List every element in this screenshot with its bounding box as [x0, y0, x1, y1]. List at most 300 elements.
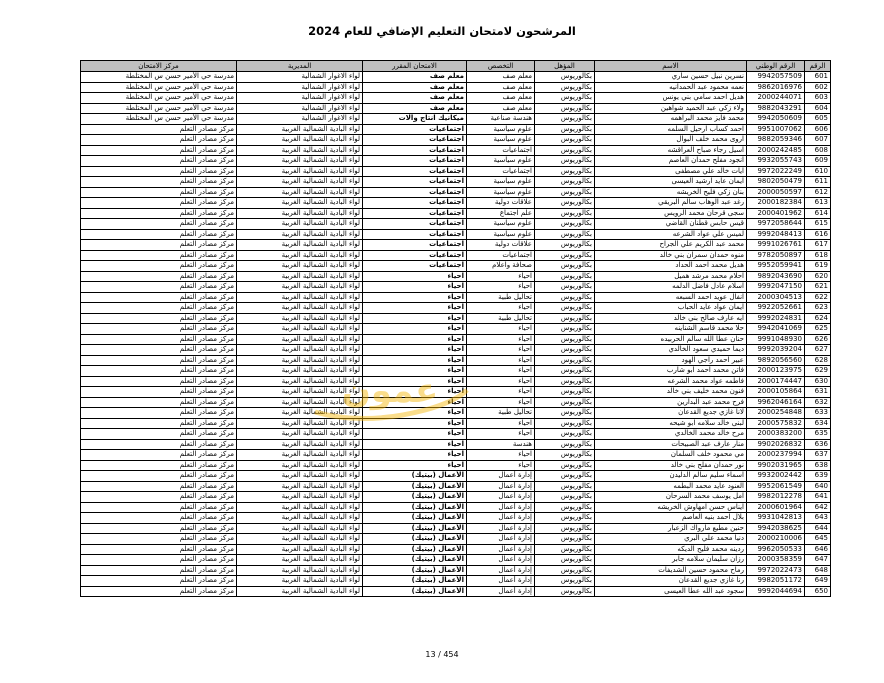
row-directorate: لواء البادية الشمالية الغربية — [237, 513, 363, 524]
table-row — [81, 429, 831, 440]
row-name: لبنى خالد سلامه ابو شيحه — [595, 418, 747, 429]
row-name: ايمان عايد ارشيد العيسى — [595, 177, 747, 188]
row-center: مركز مصادر التعلم — [81, 198, 237, 209]
table-body — [81, 72, 831, 597]
candidates-table — [80, 60, 831, 597]
row-name: رغد عبد الوهاب سالم البريقي — [595, 198, 747, 209]
row-exam: ميكانيك انتاج والات — [363, 114, 467, 125]
row-qualification: بكالوريوس — [535, 72, 595, 83]
row-name: فاتن محمد احمد ابو شارب — [595, 366, 747, 377]
row-center: مركز مصادر التعلم — [81, 471, 237, 482]
table-row — [81, 114, 831, 125]
row-exam: اجتماعيات — [363, 250, 467, 261]
row-name: نور حمدان مفلح بني خالد — [595, 460, 747, 471]
row-specialization: احياء — [467, 450, 535, 461]
row-center: مدرسة حي الأمير حسن س المختلطة — [81, 72, 237, 83]
row-exam: احياء — [363, 324, 467, 335]
row-name: اسلام عادل فاضل الدلمه — [595, 282, 747, 293]
row-directorate: لواء البادية الشمالية الغربية — [237, 156, 363, 167]
row-national-id: 9932055743 — [747, 156, 805, 167]
row-number: 606 — [805, 124, 831, 135]
row-number: 610 — [805, 166, 831, 177]
row-national-id: 9972022249 — [747, 166, 805, 177]
row-center: مركز مصادر التعلم — [81, 555, 237, 566]
header-center: مركز الامتحان — [81, 61, 237, 72]
row-specialization: هندسة — [467, 439, 535, 450]
table-row — [81, 439, 831, 450]
row-qualification: بكالوريوس — [535, 460, 595, 471]
row-center: مركز مصادر التعلم — [81, 408, 237, 419]
row-exam: احياء — [363, 366, 467, 377]
row-national-id: 9992048413 — [747, 229, 805, 240]
row-center: مركز مصادر التعلم — [81, 429, 237, 440]
row-exam: اجتماعيات — [363, 198, 467, 209]
row-national-id: 2000383200 — [747, 429, 805, 440]
row-number: 650 — [805, 586, 831, 597]
row-exam: اجتماعيات — [363, 145, 467, 156]
row-qualification: بكالوريوس — [535, 250, 595, 261]
row-exam: الأعمال (بيتيك) — [363, 555, 467, 566]
row-center: مركز مصادر التعلم — [81, 586, 237, 597]
row-national-id: 9931042813 — [747, 513, 805, 524]
table-row — [81, 324, 831, 335]
row-exam: اجتماعيات — [363, 187, 467, 198]
row-exam: الأعمال (بيتيك) — [363, 544, 467, 555]
row-name: فاطمه عواد محمد الشرعه — [595, 376, 747, 387]
row-name: امل يوسف محمد السرحان — [595, 492, 747, 503]
row-qualification: بكالوريوس — [535, 261, 595, 272]
table-row — [81, 387, 831, 398]
row-center: مركز مصادر التعلم — [81, 565, 237, 576]
row-specialization: احياء — [467, 345, 535, 356]
row-directorate: لواء البادية الشمالية الغربية — [237, 124, 363, 135]
table-row — [81, 282, 831, 293]
row-exam: اجتماعيات — [363, 229, 467, 240]
header-national-id: الرقم الوطني — [747, 61, 805, 72]
row-specialization: إدارة أعمال — [467, 502, 535, 513]
row-specialization: احياء — [467, 460, 535, 471]
row-center: مركز مصادر التعلم — [81, 387, 237, 398]
row-name: مرح خالد محمد الخالدي — [595, 429, 747, 440]
row-specialization: إدارة أعمال — [467, 576, 535, 587]
row-center: مركز مصادر التعلم — [81, 324, 237, 335]
row-qualification: بكالوريوس — [535, 229, 595, 240]
row-number: 648 — [805, 565, 831, 576]
row-number: 622 — [805, 292, 831, 303]
row-specialization: علم اجتماع — [467, 208, 535, 219]
row-exam: احياء — [363, 397, 467, 408]
row-directorate: لواء البادية الشمالية الغربية — [237, 450, 363, 461]
table-row — [81, 345, 831, 356]
row-qualification: بكالوريوس — [535, 397, 595, 408]
row-qualification: بكالوريوس — [535, 439, 595, 450]
row-name: محمد عبد الكريم علي الجراح — [595, 240, 747, 251]
row-center: مركز مصادر التعلم — [81, 250, 237, 261]
row-name: فرح محمد عبد البدارين — [595, 397, 747, 408]
row-directorate: لواء البادية الشمالية الغربية — [237, 523, 363, 534]
row-specialization: إدارة أعمال — [467, 492, 535, 503]
header-num: الرقم — [805, 61, 831, 72]
row-number: 626 — [805, 334, 831, 345]
row-center: مركز مصادر التعلم — [81, 124, 237, 135]
row-exam: احياء — [363, 271, 467, 282]
row-qualification: بكالوريوس — [535, 271, 595, 282]
row-number: 638 — [805, 460, 831, 471]
row-exam: الأعمال (بيتيك) — [363, 523, 467, 534]
row-name: هديل محمد احمد الحداد — [595, 261, 747, 272]
row-qualification: بكالوريوس — [535, 177, 595, 188]
row-name: اسيل رجاء صباح العراقشه — [595, 145, 747, 156]
row-directorate: لواء البادية الشمالية الغربية — [237, 177, 363, 188]
row-specialization: اجتماعيات — [467, 250, 535, 261]
row-qualification: بكالوريوس — [535, 313, 595, 324]
row-qualification: بكالوريوس — [535, 208, 595, 219]
row-number: 647 — [805, 555, 831, 566]
row-qualification: بكالوريوس — [535, 187, 595, 198]
row-name: رنا غازي جديع القدعان — [595, 576, 747, 587]
row-number: 628 — [805, 355, 831, 366]
row-number: 602 — [805, 82, 831, 93]
row-center: مركز مصادر التعلم — [81, 229, 237, 240]
row-exam: احياء — [363, 387, 467, 398]
row-directorate: لواء البادية الشمالية الغربية — [237, 544, 363, 555]
row-specialization: علاقات دولية — [467, 198, 535, 209]
row-specialization: احياء — [467, 334, 535, 345]
row-exam: احياء — [363, 418, 467, 429]
table-row — [81, 471, 831, 482]
row-number: 630 — [805, 376, 831, 387]
row-name: دنيا محمد علي البري — [595, 534, 747, 545]
table-row — [81, 229, 831, 240]
row-specialization: معلم صف — [467, 103, 535, 114]
row-directorate: لواء البادية الشمالية الغربية — [237, 376, 363, 387]
row-qualification: بكالوريوس — [535, 523, 595, 534]
row-number: 615 — [805, 219, 831, 230]
row-exam: معلم صف — [363, 72, 467, 83]
row-national-id: 2000182384 — [747, 198, 805, 209]
row-national-id: 9942038625 — [747, 523, 805, 534]
row-directorate: لواء البادية الشمالية الغربية — [237, 292, 363, 303]
row-directorate: لواء البادية الشمالية الغربية — [237, 313, 363, 324]
row-center: مركز مصادر التعلم — [81, 534, 237, 545]
row-qualification: بكالوريوس — [535, 492, 595, 503]
row-directorate: لواء البادية الشمالية الغربية — [237, 355, 363, 366]
row-exam: الأعمال (بيتيك) — [363, 576, 467, 587]
row-exam: الأعمال (بيتيك) — [363, 534, 467, 545]
row-number: 619 — [805, 261, 831, 272]
row-number: 643 — [805, 513, 831, 524]
row-center: مركز مصادر التعلم — [81, 366, 237, 377]
row-national-id: 2000050597 — [747, 187, 805, 198]
row-national-id: 9982051172 — [747, 576, 805, 587]
row-specialization: احياء — [467, 366, 535, 377]
row-directorate: لواء الاغوار الشمالية — [237, 103, 363, 114]
row-directorate: لواء البادية الشمالية الغربية — [237, 408, 363, 419]
row-national-id: 2000601964 — [747, 502, 805, 513]
row-directorate: لواء البادية الشمالية الغربية — [237, 576, 363, 587]
row-specialization: إدارة أعمال — [467, 534, 535, 545]
row-number: 635 — [805, 429, 831, 440]
row-exam: الأعمال (بيتيك) — [363, 502, 467, 513]
row-center: مركز مصادر التعلم — [81, 439, 237, 450]
row-national-id: 9892043690 — [747, 271, 805, 282]
row-national-id: 9932002442 — [747, 471, 805, 482]
row-specialization: إدارة أعمال — [467, 513, 535, 524]
row-qualification: بكالوريوس — [535, 324, 595, 335]
row-national-id: 2000304513 — [747, 292, 805, 303]
row-exam: احياء — [363, 408, 467, 419]
row-center: مركز مصادر التعلم — [81, 166, 237, 177]
row-national-id: 9802050479 — [747, 177, 805, 188]
row-directorate: لواء البادية الشمالية الغربية — [237, 387, 363, 398]
row-name: سجود عبد الله عطا العيسى — [595, 586, 747, 597]
row-directorate: لواء البادية الشمالية الغربية — [237, 345, 363, 356]
row-directorate: لواء البادية الشمالية الغربية — [237, 481, 363, 492]
table-row — [81, 397, 831, 408]
row-specialization: إدارة أعمال — [467, 471, 535, 482]
row-name: اسماء سليم سالم الدليدن — [595, 471, 747, 482]
row-directorate: لواء البادية الشمالية الغربية — [237, 198, 363, 209]
row-national-id: 9902031965 — [747, 460, 805, 471]
row-national-id: 9882059346 — [747, 135, 805, 146]
row-exam: احياء — [363, 439, 467, 450]
row-national-id: 9942050609 — [747, 114, 805, 125]
header-qualification: المؤهل — [535, 61, 595, 72]
row-exam: الأعمال (بيتيك) — [363, 481, 467, 492]
row-exam: معلم صف — [363, 93, 467, 104]
row-qualification: بكالوريوس — [535, 555, 595, 566]
row-name: منوه حمدان سمران بني خالد — [595, 250, 747, 261]
row-specialization: احياء — [467, 303, 535, 314]
row-qualification: بكالوريوس — [535, 198, 595, 209]
row-directorate: لواء البادية الشمالية الغربية — [237, 282, 363, 293]
row-center: مركز مصادر التعلم — [81, 523, 237, 534]
row-national-id: 9782050897 — [747, 250, 805, 261]
row-number: 636 — [805, 439, 831, 450]
row-directorate: لواء البادية الشمالية الغربية — [237, 366, 363, 377]
row-name: حلا محمد قاسم الشناينه — [595, 324, 747, 335]
row-number: 618 — [805, 250, 831, 261]
header-exam: الامتحان المقرر — [363, 61, 467, 72]
row-center: مركز مصادر التعلم — [81, 355, 237, 366]
row-center: مركز مصادر التعلم — [81, 208, 237, 219]
row-national-id: 2000210006 — [747, 534, 805, 545]
row-name: بنان زكي فليح الخريشه — [595, 187, 747, 198]
row-qualification: بكالوريوس — [535, 114, 595, 125]
row-number: 649 — [805, 576, 831, 587]
row-name: هديل احمد سامي بني يونس — [595, 93, 747, 104]
row-center: مدرسة حي الأمير حسن س المختلطة — [81, 82, 237, 93]
row-directorate: لواء البادية الشمالية الغربية — [237, 219, 363, 230]
row-name: ديما حميدي سعود الخالدي — [595, 345, 747, 356]
row-center: مركز مصادر التعلم — [81, 397, 237, 408]
row-specialization: تحاليل طبية — [467, 292, 535, 303]
row-specialization: تحاليل طبية — [467, 313, 535, 324]
row-qualification: بكالوريوس — [535, 219, 595, 230]
table-row — [81, 166, 831, 177]
svg-text:عمون: عمون — [341, 371, 439, 411]
row-specialization: احياء — [467, 387, 535, 398]
row-number: 645 — [805, 534, 831, 545]
row-national-id: 9991048930 — [747, 334, 805, 345]
row-national-id: 2000575832 — [747, 418, 805, 429]
header-name: الاسم — [595, 61, 747, 72]
row-number: 621 — [805, 282, 831, 293]
table-row — [81, 534, 831, 545]
row-national-id: 9972022473 — [747, 565, 805, 576]
row-specialization: احياء — [467, 397, 535, 408]
row-exam: الأعمال (بيتيك) — [363, 513, 467, 524]
row-national-id: 9972058644 — [747, 219, 805, 230]
row-national-id: 9942057509 — [747, 72, 805, 83]
row-national-id: 9992047150 — [747, 282, 805, 293]
row-national-id: 9962050533 — [747, 544, 805, 555]
row-center: مركز مصادر التعلم — [81, 502, 237, 513]
row-qualification: بكالوريوس — [535, 586, 595, 597]
row-qualification: بكالوريوس — [535, 240, 595, 251]
row-exam: اجتماعيات — [363, 124, 467, 135]
table-row — [81, 292, 831, 303]
row-qualification: بكالوريوس — [535, 429, 595, 440]
table-row — [81, 82, 831, 93]
row-qualification: بكالوريوس — [535, 376, 595, 387]
row-number: 614 — [805, 208, 831, 219]
table-row — [81, 376, 831, 387]
row-name: رزان سليمان سلامه جابر — [595, 555, 747, 566]
row-national-id: 2000401962 — [747, 208, 805, 219]
row-exam: احياء — [363, 460, 467, 471]
row-qualification: بكالوريوس — [535, 303, 595, 314]
row-qualification: بكالوريوس — [535, 544, 595, 555]
row-exam: احياء — [363, 355, 467, 366]
row-specialization: علوم سياسية — [467, 177, 535, 188]
row-number: 633 — [805, 408, 831, 419]
row-exam: الأعمال (بيتيك) — [363, 492, 467, 503]
row-exam: اجتماعيات — [363, 219, 467, 230]
row-exam: الأعمال (بيتيك) — [363, 586, 467, 597]
row-qualification: بكالوريوس — [535, 156, 595, 167]
row-exam: احياء — [363, 376, 467, 387]
row-directorate: لواء البادية الشمالية الغربية — [237, 208, 363, 219]
row-directorate: لواء الاغوار الشمالية — [237, 114, 363, 125]
table-row — [81, 250, 831, 261]
row-national-id: 9902026832 — [747, 439, 805, 450]
row-name: حنان عطا الله سالم الحربيده — [595, 334, 747, 345]
table-row — [81, 103, 831, 114]
page-number: 13 / 454 — [425, 650, 459, 659]
row-number: 603 — [805, 93, 831, 104]
table-row — [81, 187, 831, 198]
row-name: محمد فايز محمد البراهمه — [595, 114, 747, 125]
row-exam: احياء — [363, 303, 467, 314]
row-directorate: لواء البادية الشمالية الغربية — [237, 145, 363, 156]
table-row — [81, 156, 831, 167]
row-specialization: معلم صف — [467, 93, 535, 104]
table-row — [81, 355, 831, 366]
row-specialization: إدارة أعمال — [467, 523, 535, 534]
row-qualification: بكالوريوس — [535, 481, 595, 492]
row-name: احمد كساب ارحيل السلمه — [595, 124, 747, 135]
row-qualification: بكالوريوس — [535, 82, 595, 93]
row-number: 608 — [805, 145, 831, 156]
table-row — [81, 555, 831, 566]
row-national-id: 9922052661 — [747, 303, 805, 314]
table-row — [81, 586, 831, 597]
row-directorate: لواء الاغوار الشمالية — [237, 93, 363, 104]
row-qualification: بكالوريوس — [535, 135, 595, 146]
row-exam: احياء — [363, 292, 467, 303]
row-exam: الأعمال (بيتيك) — [363, 565, 467, 576]
row-center: مركز مصادر التعلم — [81, 544, 237, 555]
table-row — [81, 198, 831, 209]
row-center: مركز مصادر التعلم — [81, 313, 237, 324]
row-name: احلام محمد مرشد هميل — [595, 271, 747, 282]
row-national-id: 2000254848 — [747, 408, 805, 419]
row-specialization: إدارة أعمال — [467, 544, 535, 555]
row-number: 617 — [805, 240, 831, 251]
row-directorate: لواء البادية الشمالية الغربية — [237, 135, 363, 146]
row-national-id: 9942041069 — [747, 324, 805, 335]
row-qualification: بكالوريوس — [535, 513, 595, 524]
row-exam: الأعمال (بيتيك) — [363, 471, 467, 482]
table-row — [81, 576, 831, 587]
row-number: 605 — [805, 114, 831, 125]
row-qualification: بكالوريوس — [535, 576, 595, 587]
row-specialization: علوم سياسية — [467, 187, 535, 198]
row-number: 627 — [805, 345, 831, 356]
table-header-row — [81, 61, 831, 72]
row-center: مدرسة حي الأمير حسن س المختلطة — [81, 103, 237, 114]
row-name: ايات خالد علي مصطفى — [595, 166, 747, 177]
row-number: 642 — [805, 502, 831, 513]
table-row — [81, 271, 831, 282]
row-number: 644 — [805, 523, 831, 534]
row-name: اروى محمد خلف البوال — [595, 135, 747, 146]
table-row — [81, 366, 831, 377]
row-qualification: بكالوريوس — [535, 124, 595, 135]
row-qualification: بكالوريوس — [535, 334, 595, 345]
row-specialization: احياء — [467, 324, 535, 335]
row-center: مركز مصادر التعلم — [81, 481, 237, 492]
row-national-id: 2000242485 — [747, 145, 805, 156]
row-national-id: 2000123975 — [747, 366, 805, 377]
row-center: مركز مصادر التعلم — [81, 271, 237, 282]
row-center: مركز مصادر التعلم — [81, 513, 237, 524]
row-name: مي محمود خلف السلمان — [595, 450, 747, 461]
row-center: مركز مصادر التعلم — [81, 187, 237, 198]
row-directorate: لواء البادية الشمالية الغربية — [237, 429, 363, 440]
row-directorate: لواء البادية الشمالية الغربية — [237, 334, 363, 345]
row-center: مركز مصادر التعلم — [81, 240, 237, 251]
row-center: مركز مصادر التعلم — [81, 450, 237, 461]
table-row — [81, 544, 831, 555]
row-name: سجى قرحان محمد الرويس — [595, 208, 747, 219]
row-national-id: 9951007062 — [747, 124, 805, 135]
row-qualification: بكالوريوس — [535, 471, 595, 482]
row-specialization: اجتماعيات — [467, 145, 535, 156]
row-directorate: لواء البادية الشمالية الغربية — [237, 271, 363, 282]
table-row — [81, 481, 831, 492]
row-directorate: لواء البادية الشمالية الغربية — [237, 492, 363, 503]
table-row — [81, 334, 831, 345]
row-national-id: 9982012278 — [747, 492, 805, 503]
row-qualification: بكالوريوس — [535, 418, 595, 429]
row-name: منار عارف عبد الصبيحات — [595, 439, 747, 450]
row-center: مركز مصادر التعلم — [81, 145, 237, 156]
row-qualification: بكالوريوس — [535, 387, 595, 398]
row-number: 601 — [805, 72, 831, 83]
row-number: 625 — [805, 324, 831, 335]
